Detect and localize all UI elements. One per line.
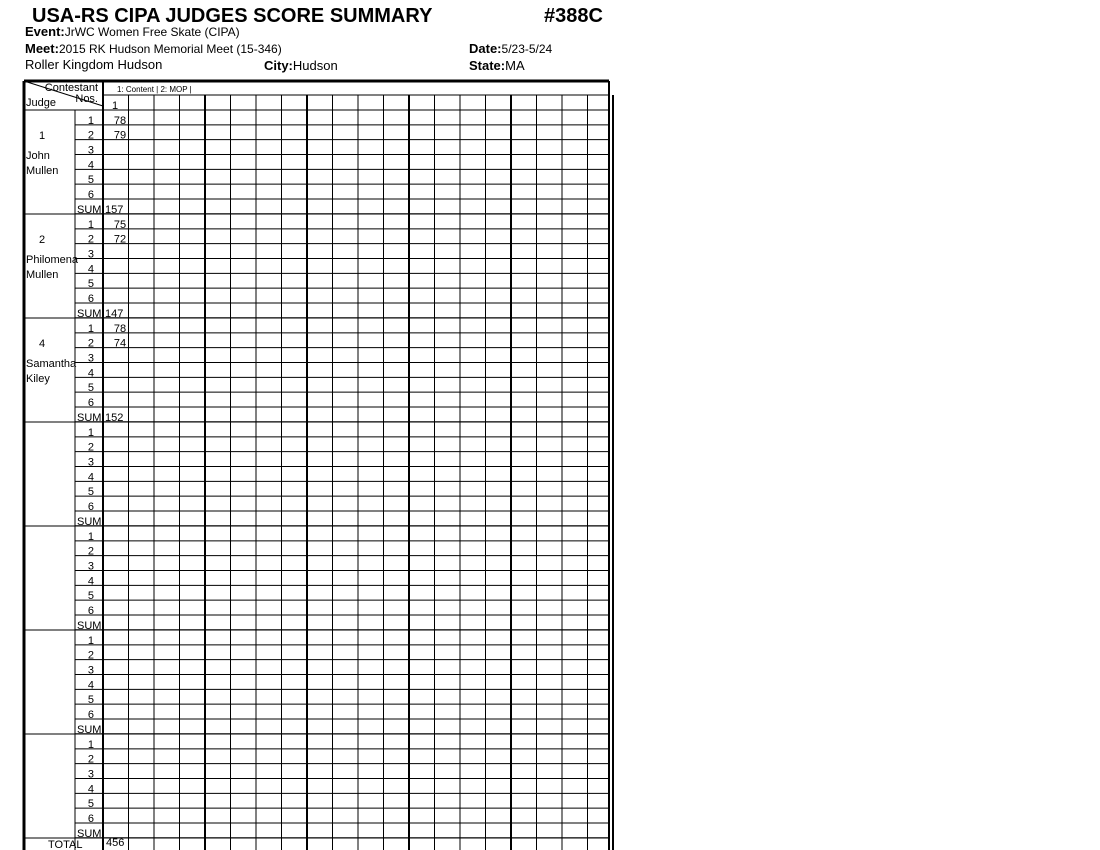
row-label: 2 — [87, 337, 94, 350]
row-label: 2 — [87, 441, 94, 454]
judge-number: 4 — [38, 338, 46, 350]
venue-name: Roller Kingdom Hudson — [25, 57, 163, 72]
judge-sum-value: 152 — [105, 411, 124, 424]
judge-last-name: Mullen — [26, 269, 59, 281]
state-label: State: — [469, 58, 506, 73]
contestant-number: 1 — [111, 100, 119, 112]
row-label: 2 — [87, 753, 94, 766]
row-label: 3 — [87, 248, 94, 261]
corner-nos-label: Nos. — [75, 93, 98, 105]
sum-label: SUM — [77, 827, 102, 840]
sum-label: SUM — [77, 203, 102, 216]
event-label: Event: — [25, 24, 65, 39]
row-label: 1 — [87, 218, 94, 231]
row-label: 3 — [87, 456, 94, 469]
score-legend: 1: Content | 2: MOP | — [117, 85, 192, 94]
judge-score: 78 — [113, 114, 127, 127]
row-label: 6 — [87, 396, 94, 409]
meet-label: Meet: — [25, 41, 59, 56]
row-label: 1 — [87, 530, 94, 543]
row-label: 3 — [87, 144, 94, 157]
corner-contestant-label: Contestant — [44, 82, 98, 94]
row-label: 5 — [87, 486, 94, 499]
sum-label: SUM — [77, 411, 102, 424]
row-label: 6 — [87, 292, 94, 305]
corner-judge-label: Judge — [26, 97, 56, 109]
sum-label: SUM — [77, 723, 102, 736]
judge-score: 72 — [113, 233, 127, 246]
row-label: 4 — [87, 263, 94, 276]
sum-label: SUM — [77, 307, 102, 320]
row-label: 5 — [87, 590, 94, 603]
row-label: 6 — [87, 500, 94, 513]
row-label: 6 — [87, 604, 94, 617]
row-label: 5 — [87, 798, 94, 811]
total-value: 456 — [106, 837, 125, 849]
form-title: USA-RS CIPA JUDGES SCORE SUMMARY — [32, 5, 433, 27]
row-label: 4 — [87, 783, 94, 796]
event-value: JrWC Women Free Skate (CIPA) — [64, 25, 240, 39]
city-value: Hudson — [292, 58, 338, 73]
judge-last-name: Mullen — [26, 165, 59, 177]
state-value: MA — [505, 58, 525, 73]
judge-number: 1 — [38, 130, 46, 142]
judge-first-name: Philomena — [26, 254, 78, 266]
row-label: 2 — [87, 545, 94, 558]
row-label: 6 — [87, 812, 94, 825]
row-label: 3 — [87, 352, 94, 365]
judge-first-name: Samantha — [26, 358, 77, 370]
row-label: 3 — [87, 664, 94, 677]
row-label: 1 — [87, 634, 94, 647]
total-label: TOTAL — [48, 839, 83, 850]
row-label: 6 — [87, 188, 94, 201]
city-label: City: — [264, 58, 293, 73]
judge-first-name: John — [26, 150, 50, 162]
row-label: 6 — [87, 708, 94, 721]
row-label: 2 — [87, 129, 94, 142]
row-label: 5 — [87, 278, 94, 291]
row-label: 4 — [87, 679, 94, 692]
row-label: 5 — [87, 174, 94, 187]
sum-label: SUM — [77, 515, 102, 528]
judge-score: 78 — [113, 322, 127, 335]
judge-sum-value: 157 — [105, 203, 124, 216]
date-label: Date: — [469, 41, 502, 56]
sum-label: SUM — [77, 619, 102, 632]
judge-sum-value: 147 — [105, 307, 124, 320]
row-label: 2 — [87, 649, 94, 662]
row-label: 4 — [87, 575, 94, 588]
row-label: 1 — [87, 322, 94, 335]
row-label: 4 — [87, 471, 94, 484]
row-label: 1 — [87, 738, 94, 751]
row-label: 1 — [87, 426, 94, 439]
form-number: #388C — [544, 5, 603, 27]
date-value: 5/23-5/24 — [501, 42, 553, 56]
judge-score: 74 — [113, 337, 127, 350]
row-label: 4 — [87, 159, 94, 172]
judge-last-name: Kiley — [26, 373, 50, 385]
judge-number: 2 — [38, 234, 46, 246]
row-label: 5 — [87, 382, 94, 395]
row-label: 3 — [87, 768, 94, 781]
meet-value: 2015 RK Hudson Memorial Meet (15-346) — [58, 42, 282, 56]
row-label: 3 — [87, 560, 94, 573]
row-label: 2 — [87, 233, 94, 246]
row-label: 1 — [87, 114, 94, 127]
judge-score: 75 — [113, 218, 127, 231]
judge-score: 79 — [113, 129, 127, 142]
row-label: 5 — [87, 694, 94, 707]
row-label: 4 — [87, 367, 94, 380]
